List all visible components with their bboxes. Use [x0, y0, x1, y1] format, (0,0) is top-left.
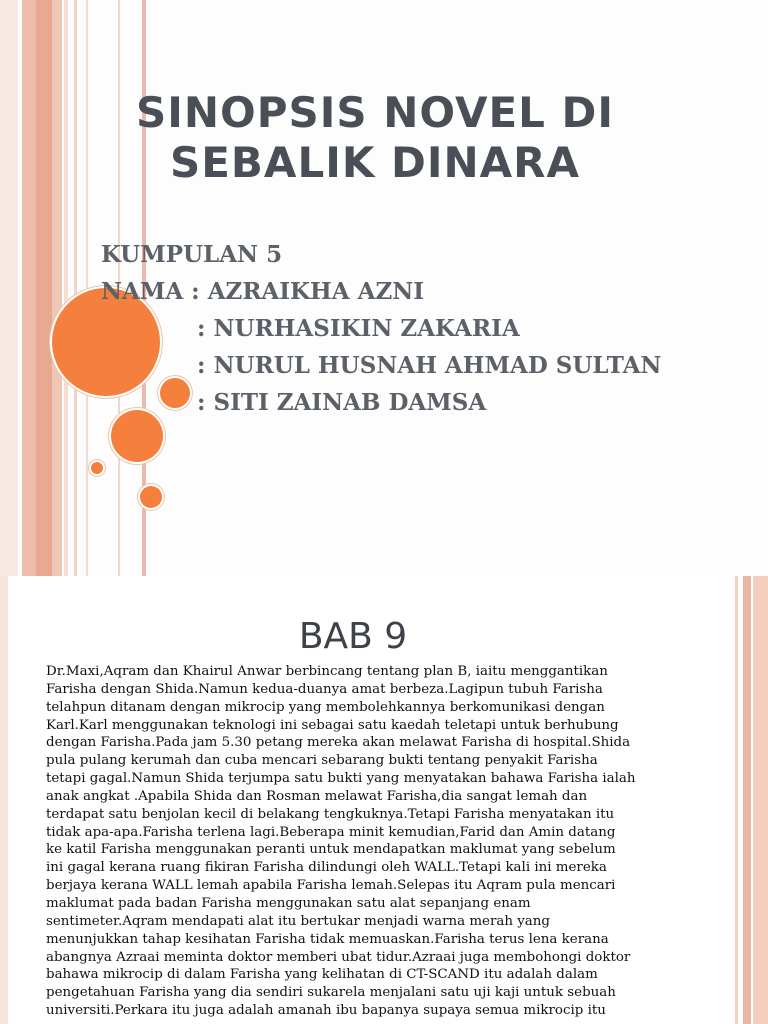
group-label: KUMPULAN 5 — [101, 241, 283, 268]
title-line: SEBALIK DINARA — [169, 138, 580, 187]
text-line: universiti.Perkara itu juga adalah amanah ibu bapanya supaya semua mikrocip itu — [46, 1003, 606, 1019]
group-members — [101, 236, 661, 421]
text-line: sentimeter.Aqram mendapati alat itu bertukar menjadi warna merah yang — [46, 913, 550, 929]
chapter-heading: BAB 9 — [298, 616, 408, 657]
text-line: telahpun ditanam dengan mikrocip yang membolehkannya berkomunikasi dengan — [46, 699, 605, 715]
text-line: Dr.Maxi,Aqram dan Khairul Anwar berbincang tentang plan B, iaitu menggantikan — [46, 664, 608, 679]
decorative-stripe — [743, 576, 751, 1024]
content-slide — [0, 576, 768, 1024]
member-name: AZRAIKHA AZNI — [207, 278, 425, 305]
text-line: Karl.Karl menggunakan teknologi ini sebagai satu kaedah teletapi untuk berhubung — [46, 717, 619, 733]
decorative-stripe — [735, 576, 738, 1024]
member-row: : NURUL HUSNAH AHMAD SULTAN — [197, 352, 662, 379]
name-label: NAMA : — [101, 278, 208, 305]
text-line: pula pulang kerumah dan cuba mencari sebarang bukti tentang penyakit Farisha — [46, 753, 598, 769]
text-line: Farisha dengan Shida.Namun kedua-duanya amat berbeza.Lagipun tubuh Farisha — [46, 681, 603, 697]
orange-circle — [91, 462, 103, 474]
slide-title — [120, 88, 630, 188]
member-row — [101, 273, 661, 310]
member-row: : SITI ZAINAB DAMSA — [197, 389, 487, 416]
orange-circle — [140, 486, 162, 508]
text-line: ke katil Farisha menggunakan peranti untuk mendapatkan maklumat yang sebelum — [46, 842, 616, 858]
text-line: ini gagal kerana ruang fikiran Farisha dilindungi oleh WALL.Tetapi kali ini mereka — [46, 860, 607, 876]
synopsis-text — [46, 663, 676, 1020]
text-line: pengetahuan Farisha yang dia sendiri sukarela menjalani satu uji kaji untuk sebuah — [46, 985, 616, 1001]
title-line: SINOPSIS NOVEL DI — [135, 88, 615, 137]
text-line: tidak apa-apa.Farisha terlena lagi.Beberapa minit kemudian,Farid dan Amin datang — [46, 824, 616, 840]
text-line: maklumat pada badan Farisha menggunakan satu alat sepanjang enam — [46, 895, 531, 911]
decorative-stripe — [753, 576, 768, 1024]
text-line: anak angkat .Apabila Shida dan Rosman melawat Farisha,dia sangat lemah dan — [46, 788, 588, 804]
text-line: abangnya Azraai meminta doktor memberi ubat tidur.Azraai juga membohongi doktor — [46, 949, 631, 965]
text-line: terdapat satu benjolan kecil di belakang tengkuknya.Tetapi Farisha menyatakan itu — [46, 806, 615, 822]
text-line: dengan Farisha.Pada jam 5.30 petang mereka akan melawat Farisha di hospital.Shida — [46, 735, 631, 751]
member-row: : NURHASIKIN ZAKARIA — [197, 315, 520, 342]
text-line: tetapi gagal.Namun Shida terjumpa satu bukti yang menyatakan bahawa Farisha ialah — [46, 771, 636, 787]
text-line: menunjukkan tahap kesihatan Farisha tidak memuaskan.Farisha terus lena kerana — [46, 931, 609, 947]
text-line: berjaya kerana WALL lemah apabila Farisha lemah.Selepas itu Aqram pula mencari — [46, 878, 616, 894]
text-line: bahawa mikrocip di dalam Farisha yang kelihatan di CT-SCAND itu adalah dalam — [46, 967, 598, 983]
